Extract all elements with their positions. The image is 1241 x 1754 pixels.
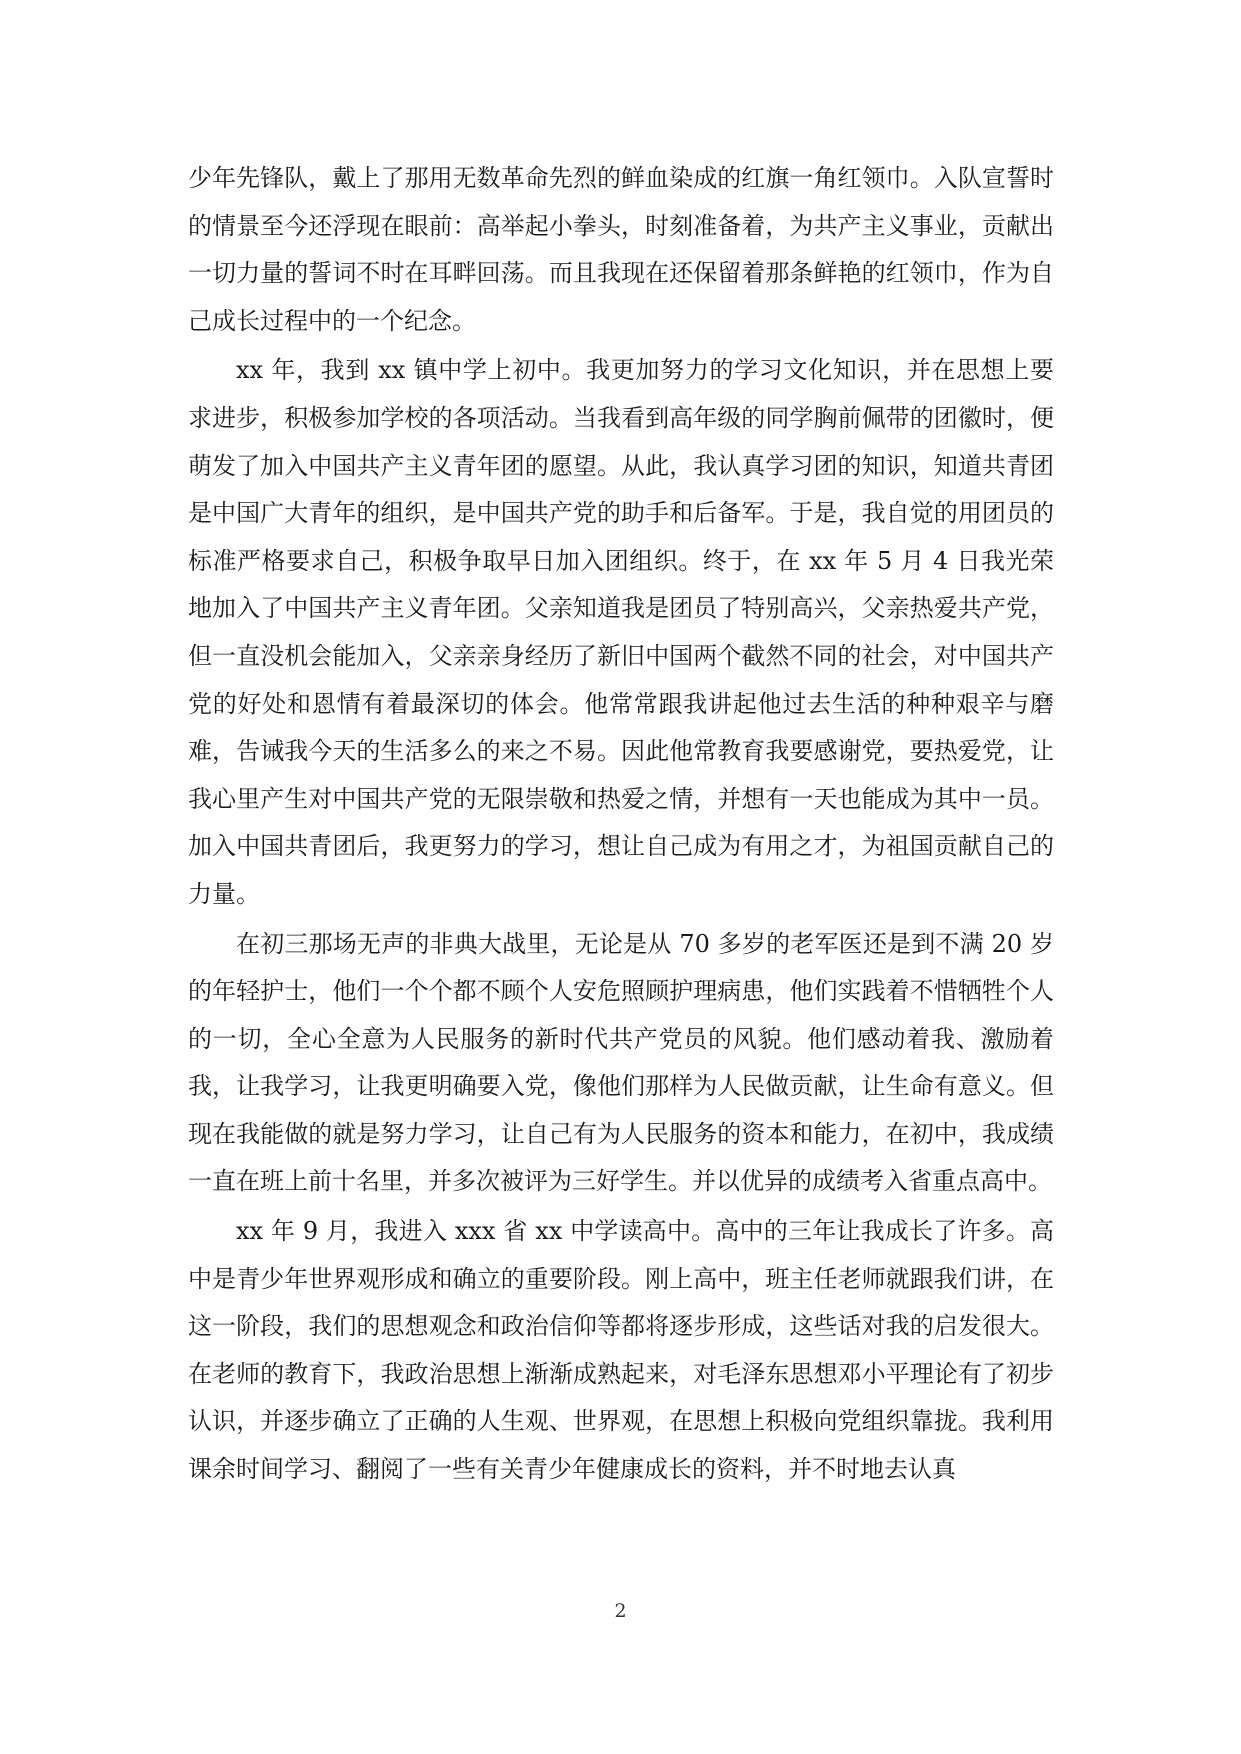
document-body — [188, 155, 1054, 1496]
page-number: 2 — [614, 1600, 627, 1622]
paragraph-3: 在初三那场无声的非典大战里，无论是从 70 多岁的老军医还是到不满 20 岁的年轻护士，他们一个个都不顾个人安危照顾护理病患，他们实践着不惜牺牲个人的一切，全心全意为人民服务的新时代共产党员的风貌。他们感动着我、激励着我，让我学习，让我更明确要入党，像他们那样为人民做贡献，让生命有意义。但现在我能做的就是努力学习，让自己有为人民服务的资本和能力，在初中，我成绩一直在班上前十名里，并多次被评为三好学生。并以优异的成绩考入省重点高中。 — [188, 929, 1054, 1196]
paragraph-1: 少年先锋队，戴上了那用无数革命先烈的鲜血染成的红旗一角红领巾。入队宣誓时的情景至今还浮现在眼前：高举起小拳头，时刻准备着，为共产主义事业，贡献出一切力量的誓词不时在耳畔回荡。而且我现在还保留着那条鲜艳的红领巾，作为自己成长过程中的一个纪念。 — [188, 164, 1054, 335]
paragraph-4: xx 年 9 月，我进入 xxx 省 xx 中学读高中。高中的三年让我成长了许多。高中是青少年世界观形成和确立的重要阶段。刚上高中，班主任老师就跟我们讲，在这一阶段，我们的思想观念和政治信仰等都将逐步形成，这些话对我的启发很大。在老师的教育下，我政治思想上渐渐成熟起来，对毛泽东思想邓小平理论有了初步认识，并逐步确立了正确的人生观、世界观，在思想上积极向党组织靠拢。我利用课余时间学习、翻阅了一些有关青少年健康成长的资料，并不时地去认真 — [188, 1217, 1054, 1484]
paragraph-2: xx 年，我到 xx 镇中学上初中。我更加努力的学习文化知识，并在思想上要求进步，积极参加学校的各项活动。当我看到高年级的同学胸前佩带的团徽时，便萌发了加入中国共产主义青年团的愿望。从此，我认真学习团的知识，知道共青团是中国广大青年的组织，是中国共产党的助手和后备军。于是，我自觉的用团员的标准严格要求自己，积极争取早日加入团组织。终于，在 xx 年 5 月 4 日我光荣地加入了中国共产主义青年团。父亲知道我是团员了特别高兴，父亲热爱共产党，但一直没机会能加入，父亲亲身经历了新旧中国两个截然不同的社会，对中国共产党的好处和恩情有着最深切的体会。他常常跟我讲起他过去生活的种种艰辛与磨难，告诫我今天的生活多么的来之不易。因此他常教育我要感谢党，要热爱党，让我心里产生对中国共产党的无限崇敬和热爱之情，并想有一天也能成为其中一员。加入中国共青团后，我更努力的学习，想让自己成为有用之才，为祖国贡献自己的力量。 — [188, 356, 1054, 908]
